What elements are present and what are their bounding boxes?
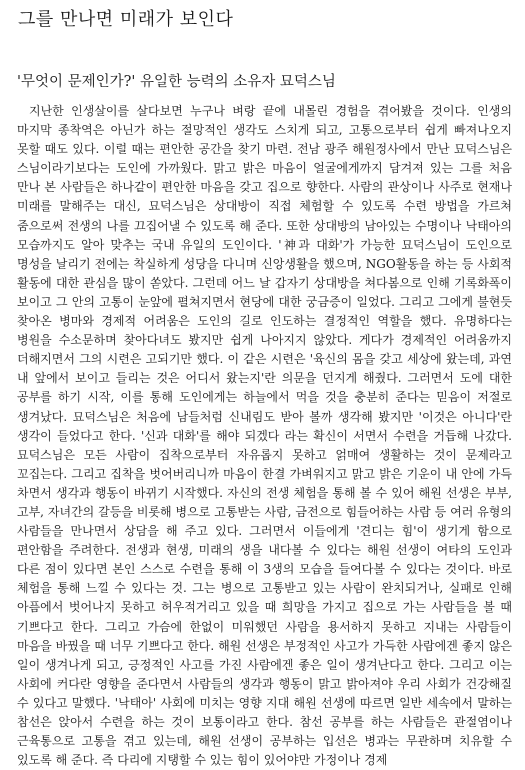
article-title: 그를 만나면 미래가 보인다 xyxy=(18,9,234,30)
article-subtitle: '무엇이 문제인가?' 유일한 능력의 소유자 묘덕스님 xyxy=(17,74,336,90)
article-body: 지난한 인생살이를 살다보면 누구나 벼랑 끝에 내몰린 경험을 겪어봤을 것이다. 인생의 마지막 종착역은 아닌가 하는 절망적인 생각도 스치게 되고, 고통으로부터 쉽게 빠져나오지 못할 때도 있다. 이럴 때는 편안한 공간을 찾기 마련. 전남 광주 해원정사에서 만난 묘덕스님은 스님이라기보다는 도인에 가까웠다. 맑고 밝은 마음이 얼굴에게까지 담겨져 있는 그를 처음 만나 본 사람들은 하나같이 편안한 마음을 갖고 집으로 향한다. 사람의 관상이나 사주로 현재나 미래를 말해주는 대신, 묘덕스님은 상대방이 직접 체험할 수 있도록 수련 방법을 가르쳐 줌으로써 전생의 나를 끄집어낼 수 있도록 해 준다. 또한 상대방의 남아있는 수명이나 낙태아의 모습까지도 알아 맞추는 국내 유일의 도인이다. '神과 대화'가 가능한 묘덕스님이 도인으로 명성을 날리기 전에는 착실하게 성당을 다니며 신앙생활을 했으며, NGO활동을 하는 등 사회적 활동에 대한 관심을 많이 쏟았다. 그런데 어느 날 갑자기 상대방을 쳐다봄으로 인해 기록화폭이 보이고 그 안의 고통이 눈앞에 펼쳐지면서 현당에 대한 궁금증이 일었다. 그리고 그에게 불현듯 찾아온 병마와 경제적 어려움은 도인의 길로 인도하는 결정적인 역할을 했다. 유명하다는 병원을 수소문하며 찾아다녀도 봤지만 쉽게 나아지지 않았다. 게다가 경제적인 어려움까지 더해지면서 그의 시련은 고되기만 했다. 이 같은 시련은 '육신의 몸을 갖고 세상에 왔는데, 과연 내 앞에서 보이고 들리는 것은 어디서 왔는지'란 의문을 던지게 해줬다. 그러면서 도에 대한 공부를 하기 시작, 이를 통해 도인에게는 하늘에서 먹을 것을 충분히 준다는 믿음이 저절로 생겨났다. 묘덕스님은 처음에 남들처럼 신내림도 받아 볼까 생각해 봤지만 '이것은 아니다'란 생각이 들었다고 한다. '신과 대화'를 해야 되겠다 라는 확신이 서면서 수련을 거듭해 나갔다. 묘덕스님은 모든 사람이 집착으로부터 자유롭지 못하고 얽매여 생활하는 것이 문제라고 꼬집는다. 그리고 집착을 벗어버리니까 마음이 한결 가벼워지고 맑고 밝은 기운이 내 안에 가득 차면서 생각과 행동이 바뀌기 시작했다. 자신의 전생 체험을 통해 볼 수 있어 해원 선생은 부부, 고부, 자녀간의 갈등을 비롯해 병으로 고통받는 사람, 금전으로 힘들어하는 사람 등 여러 유형의 사람들을 만나면서 상담을 해 주고 있다. 그러면서 이들에게 '견디는 힘'이 생기게 함으로 편안함을 주려한다. 전생과 현생, 미래의 생을 내다볼 수 있다는 해원 선생이 여타의 도인과 다른 점이 있다면 본인 스스로 수련을 통해 이 3생의 모습을 들여다볼 수 있다는 것이다. 바로 체험을 통해 느낄 수 있다는 것. 그는 병으로 고통받고 있는 사람이 완치되거나, 실패로 인해 아픔에서 벗어나지 못하고 허우적거리고 있을 때 희망을 가지고 집으로 가는 사람들을 볼 때 기쁘다고 한다. 그리고 가슴에 한없이 미워했던 사람을 용서하지 못하고 지내는 사람들이 마음을 바꿨을 때 너무 기쁘다고 한다. 해원 선생은 부정적인 사고가 가득한 사람에겐 좋지 않은 일이 생겨나게 되고, 긍정적인 사고를 가진 사람에겐 좋은 일이 생겨난다고 한다. 그리고 이는 사회에 커다란 영향을 준다면서 사람들의 생각과 행동이 맑고 밝아져야 우리 사회가 건강해질 수 있다고 말했다. '낙태아' 사회에 미치는 영향 지대 해원 선생에 따르면 일반 세속에서 말하는 참선은 앉아서 수련을 하는 것이 보통이라고 한다. 참선 공부를 하는 사람들은 관절염이나 근육통으로 고통을 겪고 있는데, 해원 선생이 공부하는 입선은 병과는 무관하며 치유할 수 있도록 해 준다. 즉 다리에 지탱할 수 있는 힘이 있어야만 가정이나 경제 xyxy=(17,104,512,768)
